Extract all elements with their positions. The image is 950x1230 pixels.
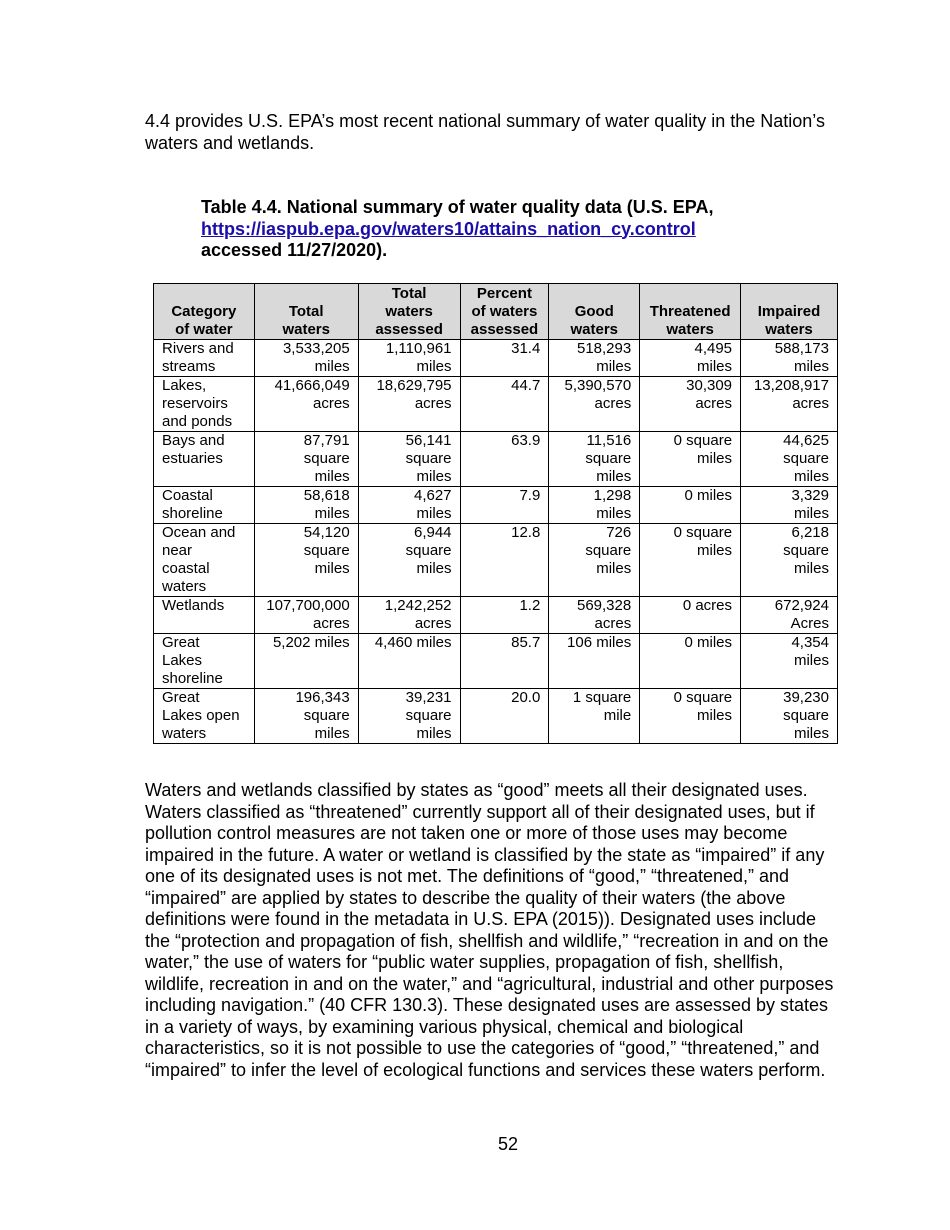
cell-good-waters (549, 597, 640, 634)
cell-line: miles (596, 505, 632, 522)
cell-line: 726 (606, 524, 632, 541)
cell-threatened-waters (640, 432, 741, 487)
cell-line: 85.7 (511, 634, 541, 651)
table-body (154, 340, 838, 744)
cell-line: square (405, 450, 452, 467)
cell-good-waters (549, 524, 640, 597)
page-number: 52 (497, 1134, 519, 1154)
cell-line: acres (792, 395, 829, 412)
cell-line: square (585, 450, 632, 467)
cell-line: miles (416, 358, 452, 375)
cell-impaired-waters (741, 597, 838, 634)
cell-line: miles (314, 468, 350, 485)
cell-line: 0 acres (682, 597, 733, 614)
cell-total-assessed (358, 377, 460, 432)
cell-impaired-waters (741, 487, 838, 524)
cell-line: square (405, 542, 452, 559)
cell-percent-assessed (460, 377, 549, 432)
header-line: assessed (375, 321, 443, 338)
header-line: Threatened (649, 303, 731, 320)
cell-category (154, 597, 255, 634)
table-row (154, 377, 838, 432)
cell-line: streams (162, 358, 216, 375)
cell-line: 7.9 (519, 487, 541, 504)
cell-line: 11,516 (586, 432, 632, 449)
cell-line: 3,329 (791, 487, 829, 504)
cell-line: 5,202 miles (272, 634, 350, 651)
cell-category (154, 689, 255, 744)
cell-total-assessed (358, 634, 460, 689)
cell-line: and ponds (162, 413, 233, 430)
intro-paragraph: 4.4 provides U.S. EPA’s most recent national summary of water quality in the Nation’s waters and wetlands. (145, 111, 825, 153)
cell-line: 196,343 (295, 689, 350, 706)
header-line: Impaired (757, 303, 821, 320)
cell-line: Wetlands (162, 597, 225, 614)
cell-percent-assessed (460, 597, 549, 634)
cell-line: acres (594, 615, 632, 632)
table-header-row (154, 284, 838, 340)
cell-line: miles (697, 707, 733, 724)
cell-percent-assessed (460, 432, 549, 487)
cell-threatened-waters (640, 377, 741, 432)
cell-impaired-waters (741, 634, 838, 689)
cell-line: Acres (790, 615, 829, 632)
header-line (643, 285, 737, 303)
cell-line: 5,390,570 (564, 377, 632, 394)
cell-line: 106 miles (567, 634, 632, 651)
cell-line: miles (416, 468, 452, 485)
cell-category (154, 377, 255, 432)
cell-percent-assessed (460, 634, 549, 689)
table-row (154, 487, 838, 524)
table-row (154, 340, 838, 377)
cell-line: 39,230 (783, 689, 829, 706)
cell-line: 12.8 (511, 524, 541, 541)
cell-category (154, 634, 255, 689)
cell-line: 588,173 (774, 340, 829, 357)
cell-line: miles (314, 505, 350, 522)
cell-line: square (303, 542, 350, 559)
cell-good-waters (549, 340, 640, 377)
cell-impaired-waters (741, 377, 838, 432)
cell-line: miles (416, 560, 452, 577)
cell-threatened-waters (640, 524, 741, 597)
header-good-waters (549, 284, 640, 340)
cell-line: acres (414, 615, 452, 632)
cell-threatened-waters (640, 597, 741, 634)
cell-line: square (585, 542, 632, 559)
cell-line: 41,666,049 (274, 377, 350, 394)
cell-total-assessed (358, 689, 460, 744)
cell-impaired-waters (741, 432, 838, 487)
cell-line: square (405, 707, 452, 724)
cell-line: square (783, 707, 829, 724)
cell-line: Great (162, 689, 200, 706)
cell-good-waters (549, 432, 640, 487)
caption-link[interactable]: https://iaspub.epa.gov/waters10/attains_nation_cy.control (201, 218, 696, 239)
cell-category (154, 432, 255, 487)
cell-threatened-waters (640, 340, 741, 377)
cell-line: acres (594, 395, 632, 412)
cell-line: 569,328 (576, 597, 632, 614)
cell-line: 31.4 (511, 340, 541, 357)
cell-line: miles (793, 560, 829, 577)
cell-good-waters (549, 689, 640, 744)
cell-line: 6,218 (791, 524, 829, 541)
cell-line: 4,627 (413, 487, 452, 504)
cell-line: near (162, 542, 193, 559)
cell-line: 20.0 (511, 689, 541, 706)
header-line (744, 285, 834, 303)
cell-line: miles (314, 725, 350, 742)
cell-line: Coastal (162, 487, 213, 504)
cell-total-waters (254, 340, 358, 377)
header-line: waters (385, 303, 433, 320)
cell-line: miles (697, 450, 733, 467)
cell-total-assessed (358, 524, 460, 597)
cell-line: Bays and (162, 432, 225, 449)
cell-line: miles (416, 505, 452, 522)
cell-line: Lakes open (162, 707, 240, 724)
cell-line: waters (162, 725, 207, 742)
cell-line: 44.7 (511, 377, 541, 394)
header-percent-assessed (460, 284, 549, 340)
cell-line: 1,298 (593, 487, 632, 504)
header-impaired-waters (741, 284, 838, 340)
cell-line: shoreline (162, 505, 223, 522)
cell-line: miles (596, 560, 632, 577)
cell-line: 63.9 (511, 432, 541, 449)
body-paragraph: Waters and wetlands classified by states as “good” meets all their designated uses. Waters classified as “threatened” currently support all of their designated uses, but if pollution control measures are not taken one or more of those uses may become impaired in the future. A water or wetland is classified by the state as “impaired” if any one of its designated uses is not met. The definitions of “good,” “threatened,” and “impaired” are applied by states to describe the quality of their waters (the above definitions were found in the metadata in U.S. EPA (2015)). Designated uses include the “protection and propagation of fish, shellfish and wildlife,” “recreation in and on the water,” the use of waters for “public water supplies, propagation of fish, shellfish, wildlife, recreation in and on the water,” and “agricultural, industrial and other purposes including navigation.” (40 CFR 130.3). These designated uses are assessed by states in a variety of ways, by examining various physical, chemical and biological characteristics, so it is not possible to use the categories of “good,” “threatened,” and “impaired” to infer the level of ecological functions and services these waters perform. (145, 780, 834, 1080)
cell-line: miles (793, 468, 829, 485)
cell-category (154, 340, 255, 377)
cell-line: mile (603, 707, 632, 724)
table-row (154, 634, 838, 689)
cell-line: 3,533,205 (282, 340, 350, 357)
cell-line: 1.2 (519, 597, 541, 614)
cell-category (154, 524, 255, 597)
cell-total-waters (254, 634, 358, 689)
cell-percent-assessed (460, 487, 549, 524)
cell-line: square (783, 450, 829, 467)
caption-title: Table 4.4. National summary of water quality data (U.S. EPA, (201, 197, 714, 217)
header-total-assessed (358, 284, 460, 340)
header-line: Total (288, 303, 324, 320)
cell-line: 1,110,961 (385, 340, 452, 357)
header-line: assessed (470, 321, 539, 338)
cell-total-assessed (358, 432, 460, 487)
cell-percent-assessed (460, 689, 549, 744)
cell-line: miles (697, 542, 733, 559)
cell-line: miles (314, 358, 350, 375)
cell-line: 0 miles (684, 634, 733, 651)
header-line: Category (171, 303, 237, 320)
cell-line: 4,460 miles (374, 634, 452, 651)
cell-line: acres (414, 395, 452, 412)
cell-good-waters (549, 377, 640, 432)
table-row (154, 524, 838, 597)
cell-total-waters (254, 377, 358, 432)
header-line: Percent (476, 285, 532, 302)
cell-line: miles (697, 358, 733, 375)
cell-total-waters (254, 524, 358, 597)
header-threatened-waters (640, 284, 741, 340)
cell-line: 1 square (572, 689, 632, 706)
cell-line: acres (312, 395, 350, 412)
cell-line: 6,944 (413, 524, 452, 541)
cell-category (154, 487, 255, 524)
table-row (154, 597, 838, 634)
table-caption (201, 197, 841, 262)
cell-line: shoreline (162, 670, 223, 687)
cell-total-assessed (358, 340, 460, 377)
header-line (552, 285, 636, 303)
cell-line: 518,293 (576, 340, 632, 357)
cell-line: 56,141 (405, 432, 452, 449)
header-line: of waters (471, 303, 538, 320)
cell-line: 1,242,252 (384, 597, 452, 614)
cell-line: coastal (162, 560, 210, 577)
cell-line: 39,231 (405, 689, 452, 706)
cell-line: 107,700,000 (266, 597, 350, 614)
cell-impaired-waters (741, 340, 838, 377)
cell-line: Lakes (162, 652, 203, 669)
cell-line: Ocean and (162, 524, 236, 541)
cell-line: 58,618 (303, 487, 350, 504)
cell-line: 4,354 (791, 634, 829, 651)
cell-line: 0 square (673, 689, 733, 706)
cell-line: miles (793, 652, 829, 669)
cell-line: estuaries (162, 450, 223, 467)
cell-line: miles (793, 358, 829, 375)
cell-line: 44,625 (783, 432, 829, 449)
cell-line: square (303, 450, 350, 467)
header-line: waters (570, 321, 619, 338)
cell-percent-assessed (460, 524, 549, 597)
cell-line: miles (416, 725, 452, 742)
header-line (258, 285, 355, 303)
cell-line: reservoirs (162, 395, 228, 412)
header-line: waters (765, 321, 813, 338)
cell-line: Great (162, 634, 200, 651)
cell-line: miles (793, 505, 829, 522)
header-line: Total (391, 285, 427, 302)
cell-line: 4,495 (694, 340, 733, 357)
cell-impaired-waters (741, 689, 838, 744)
cell-line: acres (312, 615, 350, 632)
cell-line: miles (314, 560, 350, 577)
cell-line: 0 square (673, 524, 733, 541)
caption-accessed: accessed 11/27/2020). (201, 240, 388, 260)
cell-line: miles (793, 725, 829, 742)
cell-total-assessed (358, 597, 460, 634)
header-line: of water (175, 321, 233, 338)
header-line (157, 285, 251, 303)
water-quality-table (153, 283, 838, 744)
table-row (154, 432, 838, 487)
cell-line: miles (596, 468, 632, 485)
cell-total-assessed (358, 487, 460, 524)
cell-line: acres (695, 395, 733, 412)
cell-line: 54,120 (303, 524, 350, 541)
cell-good-waters (549, 634, 640, 689)
cell-line: square (303, 707, 350, 724)
cell-line: miles (596, 358, 632, 375)
cell-total-waters (254, 597, 358, 634)
cell-threatened-waters (640, 634, 741, 689)
header-category (154, 284, 255, 340)
cell-total-waters (254, 432, 358, 487)
cell-line: 87,791 (303, 432, 350, 449)
cell-line: 0 miles (684, 487, 733, 504)
cell-percent-assessed (460, 340, 549, 377)
table-row (154, 689, 838, 744)
header-line: waters (282, 321, 330, 338)
header-total-waters (254, 284, 358, 340)
cell-line: 18,629,795 (376, 377, 452, 394)
cell-good-waters (549, 487, 640, 524)
cell-line: Rivers and (162, 340, 234, 357)
header-line: waters (666, 321, 714, 338)
cell-threatened-waters (640, 487, 741, 524)
header-line: Good (574, 303, 614, 320)
cell-total-waters (254, 689, 358, 744)
cell-line: Lakes, (162, 377, 207, 394)
cell-total-waters (254, 487, 358, 524)
cell-line: square (783, 542, 829, 559)
cell-threatened-waters (640, 689, 741, 744)
cell-line: 30,309 (686, 377, 733, 394)
cell-line: 0 square (673, 432, 733, 449)
cell-line: 13,208,917 (753, 377, 829, 394)
cell-line: 672,924 (774, 597, 829, 614)
cell-impaired-waters (741, 524, 838, 597)
cell-line: waters (162, 578, 207, 595)
